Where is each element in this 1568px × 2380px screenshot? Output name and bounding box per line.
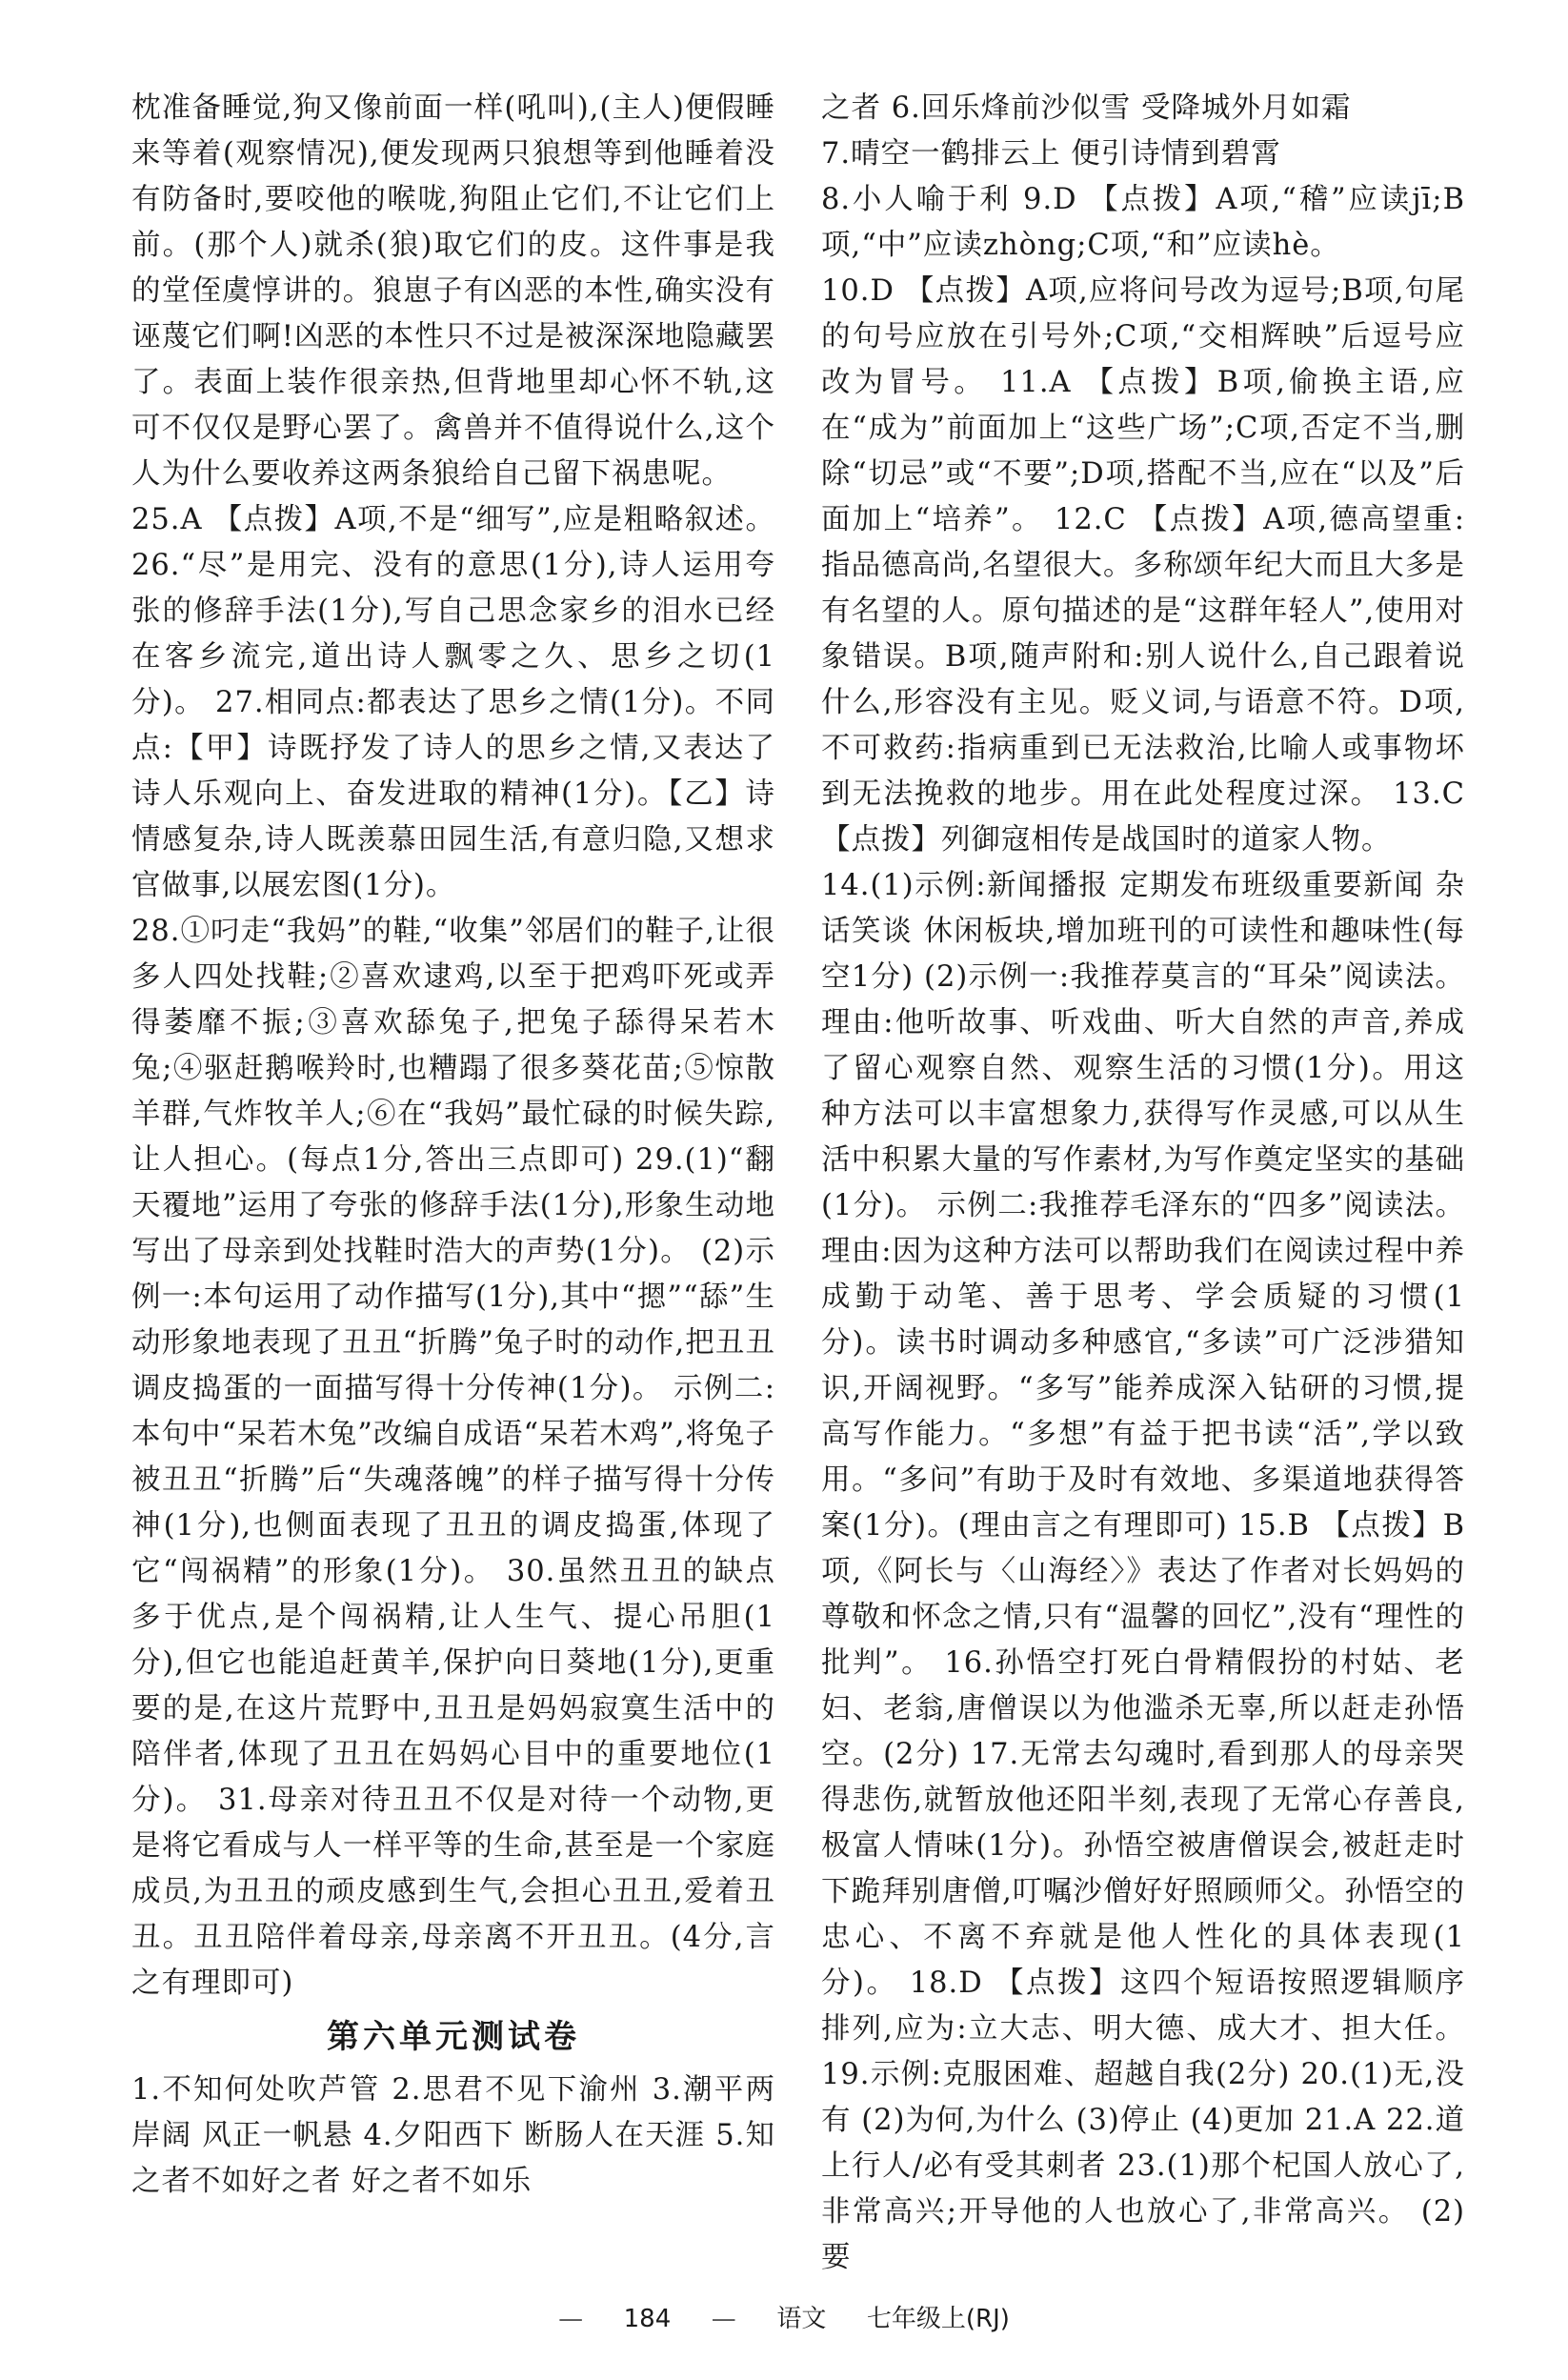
answer-paragraph: 1.不知何处吹芦管 2.思君不见下渝州 3.潮平两岸阔 风正一帆悬 4.夕阳西下 断肠人在天涯 5.知之者不如好之者 好之者不如乐 <box>131 2073 775 2198</box>
page-number: 184 <box>623 2305 672 2333</box>
footer-dash: — <box>711 2305 736 2333</box>
answer-paragraph: 25.A 【点拨】A项,不是“细写”,应是粗略叙述。 26.“尽”是用完、没有的意思(1分),诗人运用夸张的修辞手法(1分),写自己思念家乡的泪水已经在客乡流完,道出诗人飘零之久、思乡之切(1分)。 27.相同点:都表达了思乡之情(1分)。不同点:【甲】诗既抒发了诗人的思乡之情,又表达了诗人乐观向上、奋发进取的精神(1分)。【乙】诗情感复杂,诗人既羡慕田园生活,有意归隐,又想求官做事,以展宏图(1分)。 <box>131 503 775 902</box>
answer-paragraph: 之者 6.回乐烽前沙似雪 受降城外月如霜 <box>821 91 1352 125</box>
answer-paragraph: 14.(1)示例:新闻播报 定期发布班级重要新闻 杂话笑谈 休闲板块,增加班刊的可读性和趣味性(每空1分) (2)示例一:我推荐莫言的“耳朵”阅读法。理由:他听故事、听戏曲、听大自然的声音,养成了留心观察自然、观察生活的习惯(1分)。用这种方法可以丰富想象力,获得写作灵感,可以从生活中积累大量的写作素材,为写作奠定坚实的基础(1分)。 示例二:我推荐毛泽东的“四多”阅读法。理由:因为这种方法可以帮助我们在阅读过程中养成勤于动笔、善于思考、学会质疑的习惯(1分)。读书时调动多种感官,“多读”可广泛涉猎知识,开阔视野。“多写”能养成深入钻研的习惯,提高写作能力。“多想”有益于把书读“活”,学以致用。“多问”有助于及时有效地、多渠道地获得答案(1分)。(理由言之有理即可) 15.B 【点拨】B项,《阿长与〈山海经〉》表达了作者对长妈妈的尊敬和怀念之情,只有“温馨的回忆”,没有“理性的批判”。 16.孙悟空打死白骨精假扮的村姑、老妇、老翁,唐僧误以为他滥杀无辜,所以赶走孙悟空。(2分) 17.无常去勾魂时,看到那人的母亲哭得悲伤,就暂放他还阳半刻,表现了无常心存善良,极富人情味(1分)。孙悟空被唐僧误会,被赶走时下跪拜别唐僧,叮嘱沙僧好好照顾师父。孙悟空的忠心、不离不弃就是他人性化的具体表现(1分)。 18.D 【点拨】这四个短语按照逻辑顺序排列,应为:立大志、明大德、成大才、担大任。 19.示例:克服困难、超越自我(2分) 20.(1)无,没有 (2)为何,为什么 (3)停止 (4)更加 21.A 22.道上行人/必有受其刺者 23.(1)那个杞国人放心了,非常高兴;开导他的人也放心了,非常高兴。 (2)要 <box>821 869 1465 2274</box>
answer-paragraph: 枕准备睡觉,狗又像前面一样(吼叫),(主人)便假睡来等着(观察情况),便发现两只狼想等到他睡着没有防备时,要咬他的喉咙,狗阻止它们,不让它们上前。(那个人)就杀(狼)取它们的皮。这件事是我的堂侄虞惇讲的。狼崽子有凶恶的本性,确实没有诬蔑它们啊!凶恶的本性只不过是被深深地隐藏罢了。表面上装作很亲热,但背地里却心怀不轨,这可不仅仅是野心罢了。禽兽并不值得说什么,这个人为什么要收养这两条狼给自己留下祸患呢。 <box>131 91 775 491</box>
right-column <box>821 86 1465 2287</box>
unit-title: 第六单元测试卷 <box>327 2018 580 2056</box>
page-footer <box>0 2304 1568 2334</box>
answer-paragraph: 28.①叼走“我妈”的鞋,“收集”邻居们的鞋子,让很多人四处找鞋;②喜欢逮鸡,以至于把鸡吓死或弄得萎靡不振;③喜欢舔兔子,把兔子舔得呆若木兔;④驱赶鹅喉羚时,也糟蹋了很多葵花苗;⑤惊散羊群,气炸牧羊人;⑥在“我妈”最忙碌的时候失踪,让人担心。(每点1分,答出三点即可) 29.(1)“翻天覆地”运用了夸张的修辞手法(1分),形象生动地写出了母亲到处找鞋时浩大的声势(1分)。 (2)示例一:本句运用了动作描写(1分),其中“摁”“舔”生动形象地表现了丑丑“折腾”兔子时的动作,把丑丑调皮捣蛋的一面描写得十分传神(1分)。 示例二:本句中“呆若木兔”改编自成语“呆若木鸡”,将兔子被丑丑“折腾”后“失魂落魄”的样子描写得十分传神(1分),也侧面表现了丑丑的调皮捣蛋,体现了它“闯祸精”的形象(1分)。 30.虽然丑丑的缺点多于优点,是个闯祸精,让人生气、提心吊胆(1分),但它也能追赶黄羊,保护向日葵地(1分),更重要的是,在这片荒野中,丑丑是妈妈寂寞生活中的陪伴者,体现了丑丑在妈妈心目中的重要地位(1分)。 31.母亲对待丑丑不仅是对待一个动物,更是将它看成与人一样平等的生命,甚至是一个家庭成员,为丑丑的顽皮感到生气,会担心丑丑,爱着丑丑。丑丑陪伴着母亲,母亲离不开丑丑。(4分,言之有理即可) <box>131 915 775 2000</box>
answer-paragraph: 10.D 【点拨】A项,应将问号改为逗号;B项,句尾的句号应放在引号外;C项,“交相辉映”后逗号应改为冒号。 11.A 【点拨】B项,偷换主语,应在“成为”前面加上“这些广场”;C项,否定不当,删除“切忌”或“不要”;D项,搭配不当,应在“以及”后面加上“培养”。 12.C 【点拨】A项,德高望重:指品德高尚,名望很大。多称颂年纪大而且大多是有名望的人。原句描述的是“这群年轻人”,使用对象错误。B项,随声附和:别人说什么,自己跟着说什么,形容没有主见。贬义词,与语意不符。D项,不可救药:指病重到已无法救治,比喻人或事物坏到无法挽救的地步。用在此处程度过深。 13.C 【点拨】列御寇相传是战国时的道家人物。 <box>821 274 1465 857</box>
left-column <box>131 86 775 2287</box>
footer-grade: 七年级上(RJ) <box>866 2305 1010 2333</box>
footer-subject: 语文 <box>776 2305 827 2333</box>
answer-paragraph: 8.小人喻于利 9.D 【点拨】A项,“稽”应读jī;B项,“中”应读zhòng;C项,“和”应读hè。 <box>821 183 1465 262</box>
answer-paragraph: 7.晴空一鹤排云上 便引诗情到碧霄 <box>821 137 1281 171</box>
footer-dash: — <box>558 2305 584 2333</box>
